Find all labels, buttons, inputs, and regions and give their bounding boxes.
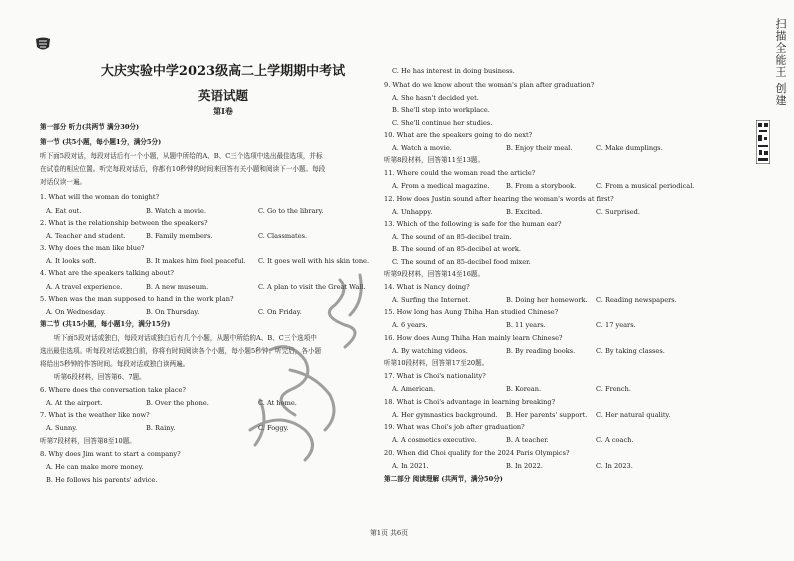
option-c: C. She'll continue her studies. bbox=[392, 119, 493, 127]
material-heading: 听第9段材料，回答第14至16题。 bbox=[384, 270, 485, 278]
option-b: B. A new museum. bbox=[146, 283, 209, 291]
question-text: 19. What was Choi's job after graduation? bbox=[384, 423, 525, 431]
option-a: A. It looks soft. bbox=[46, 257, 97, 265]
option-c: C. On Friday. bbox=[258, 308, 302, 316]
option-a: A. A cosmetics executive. bbox=[392, 436, 477, 444]
question-text: 12. How does Justin sound after hearing the woman's words at first? bbox=[384, 195, 614, 203]
material-heading: 听第10段材料，回答第17至20题。 bbox=[384, 359, 489, 367]
option-c: C. Reading newspapers. bbox=[596, 296, 677, 304]
exam-subtitle: 英语试题 bbox=[197, 88, 248, 103]
option-a: A. Unhappy. bbox=[392, 208, 433, 216]
option-b: B. 11 years. bbox=[506, 321, 546, 329]
question-text: 20. When did Choi qualify for the 2024 Paris Olympics? bbox=[384, 449, 570, 457]
option-c: C. He has interest in doing business. bbox=[392, 67, 515, 75]
option-b: B. She'll step into workplace. bbox=[392, 106, 490, 114]
material-heading: 听第6段材料，回答第6、7题。 bbox=[54, 373, 146, 381]
option-b: B. Enjoy their meal. bbox=[506, 144, 573, 152]
question-text: 18. What is Choi's advantage in learning breaking? bbox=[384, 398, 556, 406]
option-b: B. In 2022. bbox=[506, 462, 543, 470]
option-a: A. In 2021. bbox=[392, 462, 429, 470]
option-c: C. In 2023. bbox=[596, 462, 633, 470]
instruction-line: 对话仅读一遍。 bbox=[40, 178, 87, 186]
material-heading: 听第8段材料，回答第11至13题。 bbox=[384, 156, 485, 164]
option-a: A. American. bbox=[392, 385, 436, 393]
option-a: A. Teacher and student. bbox=[46, 232, 126, 240]
right-column bbox=[384, 0, 744, 561]
part-heading: 第一节 (共5小题，每小题1分，满分5分) bbox=[40, 138, 162, 146]
option-b: B. A teacher. bbox=[506, 436, 549, 444]
option-a: A. Watch a movie. bbox=[392, 144, 452, 152]
option-b: B. Her parents' support. bbox=[506, 411, 588, 419]
option-b: B. Over the phone. bbox=[146, 399, 209, 407]
question-text: 14. What is Nancy doing? bbox=[384, 283, 470, 291]
option-c: C. It goes well with his skin tone. bbox=[258, 257, 370, 265]
option-c: C. Foggy. bbox=[258, 424, 289, 432]
option-a: A. Surfing the Internet. bbox=[392, 296, 471, 304]
option-b: B. Rainy. bbox=[146, 424, 176, 432]
option-a: A. He can make more money. bbox=[46, 463, 144, 471]
page-number: 第1页 共6页 bbox=[370, 529, 408, 537]
option-b: B. Family members. bbox=[146, 232, 213, 240]
instruction-line: 将给出5秒钟的作答时间。每段对话或独白读两遍。 bbox=[40, 360, 190, 368]
option-b: B. Doing her homework. bbox=[506, 296, 588, 304]
option-a: A. Her gymnastics background. bbox=[392, 411, 498, 419]
question-text: 16. How does Aung Thiha Han mainly learn Chinese? bbox=[384, 334, 563, 342]
question-text: 17. What is Choi's nationality? bbox=[384, 372, 486, 380]
question-text: 6. Where does the conversation take place? bbox=[40, 386, 186, 394]
instruction-line: 听下面5段对话，每段对话后有一个小题，从题中所给的A、B、C三个选项中选出最佳选项，并标 bbox=[40, 152, 323, 160]
option-a: A. Sunny. bbox=[46, 424, 78, 432]
option-b: B. Korean. bbox=[506, 385, 542, 393]
option-a: A. The sound of an 85-decibel train. bbox=[392, 233, 512, 241]
question-text: 15. How long has Aung Thiha Han studied Chinese? bbox=[384, 308, 559, 316]
option-a: A. At the airport. bbox=[46, 399, 103, 407]
option-b: B. It makes him feel peaceful. bbox=[146, 257, 246, 265]
option-c: C. Classmates. bbox=[258, 232, 308, 240]
question-text: 7. What is the weather like now? bbox=[40, 411, 150, 419]
option-a: A. She hasn't decided yet. bbox=[392, 94, 479, 102]
option-c: C. From a musical periodical. bbox=[596, 182, 695, 190]
scanner-watermark bbox=[752, 14, 788, 184]
option-c: C. A plan to visit the Great Wall. bbox=[258, 283, 366, 291]
option-c: C. 17 years. bbox=[596, 321, 636, 329]
exam-title: 大庆实验中学2023级高二上学期期中考试 bbox=[100, 64, 346, 79]
qr-code-icon bbox=[756, 120, 770, 164]
question-text: 4. What are the speakers talking about? bbox=[40, 269, 174, 277]
option-c: C. Go to the library. bbox=[258, 207, 324, 215]
question-text: 5. When was the man supposed to hand in the work plan? bbox=[40, 295, 234, 303]
question-text: 1. What will the woman do tonight? bbox=[40, 193, 160, 201]
part-heading: 第二节 (共15小题，每小题1分，满分15分) bbox=[40, 320, 171, 328]
option-c: C. At home. bbox=[258, 399, 297, 407]
option-c: C. The sound of an 85-decibel food mixer. bbox=[392, 258, 531, 266]
question-text: 9. What do we know about the woman's plan after graduation? bbox=[384, 81, 595, 89]
option-b: B. By reading books. bbox=[506, 347, 576, 355]
option-b: B. He follows his parents' advice. bbox=[46, 476, 158, 484]
option-c: C. Make dumplings. bbox=[596, 144, 663, 152]
section-heading: 第一部分 听力(共两节 满分30分) bbox=[40, 123, 140, 131]
handwriting-scribble bbox=[230, 257, 400, 480]
option-c: C. French. bbox=[596, 385, 631, 393]
instruction-line: 在试卷的相应位置。听完每段对话后，你都有10秒钟的时间来回答有关小题和阅读下一小题。每段 bbox=[40, 165, 326, 173]
option-a: A. On Wednesday. bbox=[46, 308, 106, 316]
option-b: B. The sound of an 85-decibel at work. bbox=[392, 245, 522, 253]
material-heading: 听第7段材料，回答第8至10题。 bbox=[40, 437, 136, 445]
option-c: C. A coach. bbox=[596, 436, 634, 444]
option-c: C. By taking classes. bbox=[596, 347, 665, 355]
option-a: A. A travel experience. bbox=[46, 283, 123, 291]
option-c: C. Her natural quality. bbox=[596, 411, 671, 419]
option-a: A. By watching videos. bbox=[392, 347, 468, 355]
option-b: B. Excited. bbox=[506, 208, 543, 216]
section-heading: 第二部分 阅读理解 (共两节，满分50分) bbox=[384, 475, 503, 483]
scanner-watermark-text: 扫描全能王 创建 bbox=[774, 18, 787, 107]
option-a: A. Eat out. bbox=[46, 207, 82, 215]
question-text: 11. Where could the woman read the article? bbox=[384, 169, 536, 177]
question-text: 8. Why does Jim want to start a company? bbox=[40, 450, 181, 458]
instruction-line: 选出最佳选项。听每段对话或独白前，你将有时间阅读各个小题，每小题5秒钟；听完后，各小题 bbox=[40, 347, 322, 355]
question-text: 10. What are the speakers going to do next? bbox=[384, 131, 533, 139]
option-b: B. On Thursday. bbox=[146, 308, 200, 316]
volume-label: 第Ⅰ卷 bbox=[213, 106, 233, 116]
option-b: B. From a storybook. bbox=[506, 182, 577, 190]
question-text: 2. What is the relationship between the speakers? bbox=[40, 219, 208, 227]
question-text: 3. Why does the man like blue? bbox=[40, 244, 145, 252]
option-a: A. From a medical magazine. bbox=[392, 182, 490, 190]
question-text: 13. Which of the following is safe for the human ear? bbox=[384, 220, 562, 228]
option-a: A. 6 years. bbox=[392, 321, 428, 329]
option-b: B. Watch a movie. bbox=[146, 207, 206, 215]
option-c: C. Surprised. bbox=[596, 208, 641, 216]
instruction-line: 听下面5段对话或独白，每段对话或独白后有几个小题，从题中所给的A、B、C三个选项中 bbox=[54, 334, 317, 342]
